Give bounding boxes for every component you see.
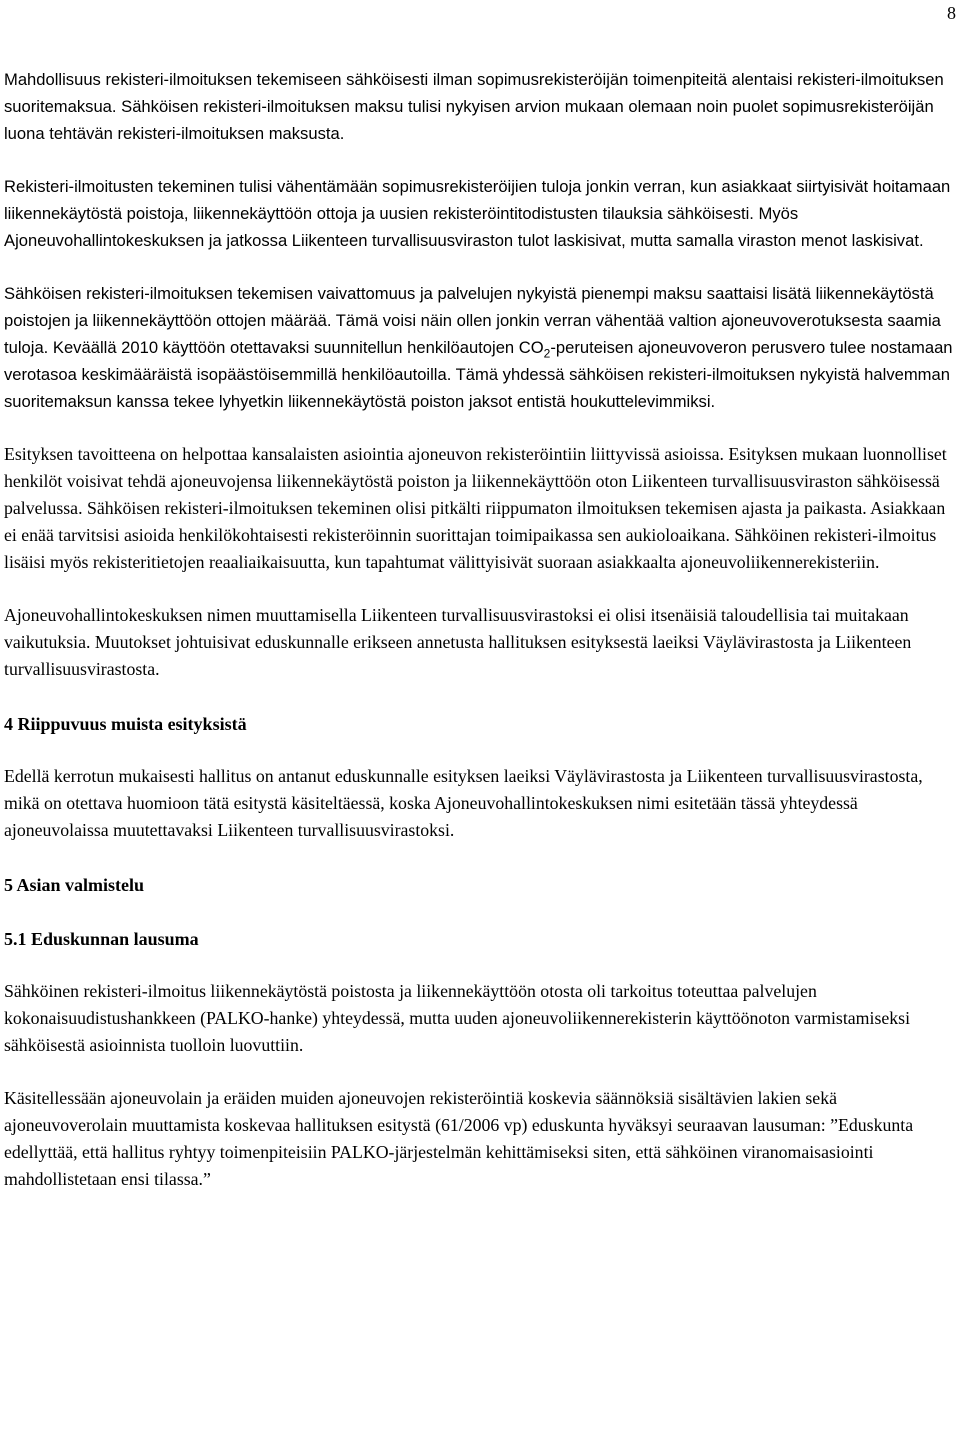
heading-dependencies: 4 Riippuvuus muista esityksistä <box>4 714 247 734</box>
paragraph-palko: Sähköinen rekisteri-ilmoitus liikennekäytöstä poistosta ja liikennekäyttöön otosta oli tarkoitus toteuttaa palvelujen kokonaisuudistushankkeen (PALKO-hanke) yhteydessä, mutta uuden ajoneuvoliikennerekisterin käyttöönoton varmistamiseksi sähköisestä asioinnista tuolloin luovuttiin. <box>4 981 911 1055</box>
paragraph-dependencies: Edellä kerrotun mukaisesti hallitus on antanut eduskunnalle esityksen laeiksi Väylävirastosta ja Liikenteen turvallisuusvirastosta, mikä on otettava huomioon tätä esitystä käsiteltäessä, koska Ajoneuvohallintokeskuksen nimi esitetään tässä yhteydessä ajoneuvolaissa muutettavaksi Liikenteen turvallisuusvirastoksi. <box>4 766 923 840</box>
heading-parliament-statement: 5.1 Eduskunnan lausuma <box>4 929 199 949</box>
paragraph-registrar-income: Rekisteri-ilmoitusten tekeminen tulisi vähentämään sopimusrekisteröijien tuloja jonkin verran, kun asiakkaat siirtyisivät hoitamaan liikennekäytöstä poistoja, liikennekäyttöön ottoja ja uusien rekisteröintitodistusten tilauksia sähköisesti. Myös Ajoneuvohallintokeskuksen ja jatkossa Liikenteen turvallisuusviraston tulot laskisivat, mutta samalla viraston menot laskisivat. <box>4 177 951 250</box>
paragraph-parliament-statement: Käsitellessään ajoneuvolain ja eräiden muiden ajoneuvojen rekisteröintiä koskevia säännöksiä sisältävien lakien sekä ajoneuvoverolain muuttamista koskevaa hallituksen esitystä (61/2006 vp) eduskunta hyväksyi seuraavan lausuman: ”Eduskunta edellyttää, että hallitus ryhtyy toimenpiteisiin PALKO-järjestelmän kehittämiseksi siten, että sähköinen viranomaisasiointi mahdollistetaan ensi tilassa.” <box>4 1088 914 1189</box>
paragraph-tax-effects-part-1: Sähköisen rekisteri-ilmoituksen tekemisen vaivattomuus ja palvelujen nykyistä pienempi maksu saattaisi lisätä liikennekäytöstä poistojen ja liikennekäyttöön ottojen määrää. Tämä voisi näin ollen jonkin verran vähentää valtion ajoneuvoverotuksesta saamia tuloja. Keväällä 2010 käyttöön otettavaksi suunnitellun henkilöautojen CO <box>4 284 941 357</box>
paragraph-electronic-fee: Mahdollisuus rekisteri-ilmoituksen tekemiseen sähköisesti ilman sopimusrekisteröijän toimenpiteitä alentaisi rekisteri-ilmoituksen suoritemaksua. Sähköisen rekisteri-ilmoituksen maksu tulisi nykyisen arvion mukaan olemaan noin puolet sopimusrekisteröijän luona tehtävän rekisteri-ilmoituksen maksusta. <box>4 70 944 143</box>
paragraph-tax-effects-part-2: -peruteisen ajoneuvoveron perusvero tulee nostamaan verotasoa keskimääräistä isopäästöisemmillä henkilöautoilla. Tämä yhdessä sähköisen rekisteri-ilmoituksen nykyistä halvemman suoritemaksun kanssa tekee lyhyetkin liikennekäytöstä poiston jaksot entistä houkuttelevimmiksi. <box>4 338 953 411</box>
document-body <box>4 66 956 1219</box>
paragraph-name-change: Ajoneuvohallintokeskuksen nimen muuttamisella Liikenteen turvallisuusvirastoksi ei olisi itsenäisiä taloudellisia tai muitakaan vaikutuksia. Muutokset johtuisivat eduskunnalle erikseen annetusta hallituksen esityksestä laeiksi Väylävirastosta ja Liikenteen turvallisuusvirastosta. <box>4 605 912 679</box>
co2-subscript: 2 <box>543 346 551 361</box>
paragraph-proposal-goals: Esityksen tavoitteena on helpottaa kansalaisten asiointia ajoneuvon rekisteröintiin liittyvissä asioissa. Esityksen mukaan luonnolliset henkilöt voisivat tehdä ajoneuvojensa liikennekäytöstä poiston ja liikennekäyttöön oton Liikenteen turvallisuusviraston sähköisessä palvelussa. Sähköisen rekisteri-ilmoituksen tekeminen olisi pitkälti riippumaton ilmoituksen tekemisen ajasta ja paikasta. Asiakkaan ei enää tarvitsisi asioida henkilökohtaisesti rekisteröinnin suorittajan toimipaikassa sen aukioloaikana. Sähköinen rekisteri-ilmoitus lisäisi myös rekisteritietojen reaaliaikaisuutta, kun tapahtumat välittyisivät suoraan asiakkaalta ajoneuvoliikennerekisteriin. <box>4 444 947 572</box>
paragraph-tax-effects <box>4 280 956 415</box>
heading-preparation: 5 Asian valmistelu <box>4 875 145 895</box>
page-number: 8 <box>947 3 956 23</box>
